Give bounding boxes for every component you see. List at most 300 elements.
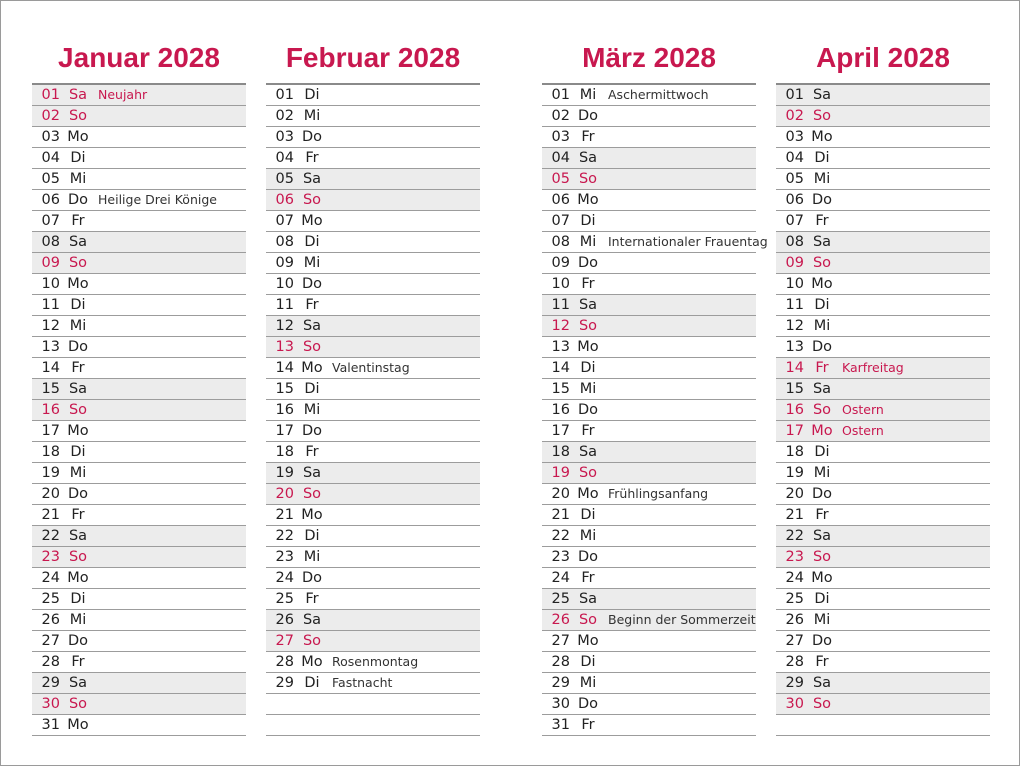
day-list xyxy=(776,85,990,736)
day-number: 17 xyxy=(41,423,60,439)
weekday-label: So xyxy=(302,339,322,355)
day-row xyxy=(542,274,756,295)
day-number: 11 xyxy=(41,297,60,313)
day-number: 19 xyxy=(275,465,294,481)
day-row xyxy=(32,652,246,673)
day-row xyxy=(542,85,756,106)
day-row xyxy=(542,694,756,715)
holiday-note: Frühlingsanfang xyxy=(608,486,709,501)
day-row xyxy=(776,358,990,379)
weekday-label: Fr xyxy=(71,213,85,229)
day-number: 04 xyxy=(275,150,294,166)
day-number: 24 xyxy=(41,570,60,586)
day-number: 20 xyxy=(41,486,60,502)
day-number: 10 xyxy=(275,276,294,292)
day-number: 18 xyxy=(41,444,60,460)
weekday-label: So xyxy=(68,108,88,124)
day-number: 09 xyxy=(785,255,804,271)
weekday-label: Sa xyxy=(68,234,88,250)
weekday-label: So xyxy=(302,486,322,502)
weekday-label: Sa xyxy=(578,591,598,607)
day-list xyxy=(266,85,480,736)
weekday-label: So xyxy=(68,255,88,271)
day-row xyxy=(32,379,246,400)
month-title: Januar 2028 xyxy=(32,39,246,85)
day-number: 18 xyxy=(551,444,570,460)
day-number: 07 xyxy=(275,213,294,229)
day-row xyxy=(32,337,246,358)
weekday-label: Fr xyxy=(815,213,829,229)
day-number: 18 xyxy=(275,444,294,460)
day-row xyxy=(32,295,246,316)
weekday-label: So xyxy=(812,549,832,565)
day-row xyxy=(266,610,480,631)
day-number: 27 xyxy=(551,633,570,649)
day-number: 10 xyxy=(785,276,804,292)
month-april xyxy=(776,39,990,736)
day-row xyxy=(776,421,990,442)
holiday-note: Rosenmontag xyxy=(332,654,419,669)
weekday-label: Sa xyxy=(812,87,832,103)
day-row xyxy=(266,106,480,127)
day-number: 06 xyxy=(41,192,60,208)
day-row xyxy=(266,190,480,211)
day-row xyxy=(266,232,480,253)
weekday-label: Mi xyxy=(813,612,831,628)
day-number: 12 xyxy=(551,318,570,334)
weekday-label: Do xyxy=(577,402,599,418)
weekday-label: Di xyxy=(304,528,320,544)
day-number: 15 xyxy=(275,381,294,397)
weekday-label: Fr xyxy=(581,717,595,733)
weekday-label: Do xyxy=(67,339,89,355)
day-row xyxy=(542,568,756,589)
weekday-label: Mi xyxy=(579,381,597,397)
day-row xyxy=(776,400,990,421)
weekday-label: Mo xyxy=(301,360,323,376)
day-number: 04 xyxy=(551,150,570,166)
day-row xyxy=(542,652,756,673)
day-row xyxy=(32,568,246,589)
weekday-label: Mo xyxy=(577,486,599,502)
day-number: 19 xyxy=(551,465,570,481)
weekday-label: Do xyxy=(577,696,599,712)
day-number: 14 xyxy=(275,360,294,376)
day-row xyxy=(266,505,480,526)
day-row xyxy=(776,652,990,673)
weekday-label: Mi xyxy=(69,465,87,481)
day-row xyxy=(32,442,246,463)
day-row xyxy=(776,169,990,190)
weekday-label: So xyxy=(68,549,88,565)
day-number: 27 xyxy=(785,633,804,649)
day-number: 19 xyxy=(41,465,60,481)
day-row xyxy=(266,673,480,694)
day-number: 28 xyxy=(41,654,60,670)
weekday-label: Di xyxy=(814,150,830,166)
day-number: 16 xyxy=(551,402,570,418)
day-number: 22 xyxy=(551,528,570,544)
weekday-label: So xyxy=(68,696,88,712)
day-number: 15 xyxy=(785,381,804,397)
day-number: 15 xyxy=(551,381,570,397)
weekday-label: Sa xyxy=(302,612,322,628)
day-row xyxy=(542,589,756,610)
month-title: März 2028 xyxy=(542,39,756,85)
day-number: 20 xyxy=(275,486,294,502)
weekday-label: Do xyxy=(301,129,323,145)
day-number: 07 xyxy=(41,213,60,229)
day-row xyxy=(266,547,480,568)
day-row xyxy=(266,442,480,463)
weekday-label: So xyxy=(812,108,832,124)
day-row xyxy=(776,85,990,106)
weekday-label: Di xyxy=(70,444,86,460)
weekday-label: Mo xyxy=(811,570,833,586)
day-number: 25 xyxy=(41,591,60,607)
weekday-label: Di xyxy=(304,234,320,250)
day-row xyxy=(32,127,246,148)
day-row xyxy=(266,484,480,505)
day-number: 01 xyxy=(275,87,294,103)
weekday-label: Sa xyxy=(68,675,88,691)
day-row xyxy=(32,232,246,253)
day-number: 27 xyxy=(41,633,60,649)
day-row xyxy=(542,253,756,274)
day-number: 08 xyxy=(41,234,60,250)
weekday-label: Do xyxy=(67,633,89,649)
day-number: 27 xyxy=(275,633,294,649)
empty-row xyxy=(266,715,480,736)
holiday-note: Internationaler Frauentag xyxy=(608,234,768,249)
day-number: 25 xyxy=(785,591,804,607)
day-row xyxy=(32,610,246,631)
day-number: 13 xyxy=(275,339,294,355)
weekday-label: Mo xyxy=(301,507,323,523)
day-number: 11 xyxy=(785,297,804,313)
weekday-label: Sa xyxy=(578,150,598,166)
day-row xyxy=(32,547,246,568)
weekday-label: Sa xyxy=(68,528,88,544)
day-row xyxy=(32,589,246,610)
day-row xyxy=(266,379,480,400)
day-row xyxy=(776,589,990,610)
weekday-label: Sa xyxy=(302,318,322,334)
day-row xyxy=(542,358,756,379)
weekday-label: Fr xyxy=(581,570,595,586)
weekday-label: Fr xyxy=(581,423,595,439)
day-row xyxy=(776,274,990,295)
weekday-label: Do xyxy=(811,633,833,649)
day-row xyxy=(542,190,756,211)
weekday-label: Mo xyxy=(577,633,599,649)
day-number: 24 xyxy=(275,570,294,586)
weekday-label: So xyxy=(812,696,832,712)
weekday-label: Do xyxy=(577,108,599,124)
day-number: 03 xyxy=(785,129,804,145)
holiday-note: Heilige Drei Könige xyxy=(98,192,217,207)
weekday-label: So xyxy=(302,192,322,208)
weekday-label: Di xyxy=(814,444,830,460)
day-number: 26 xyxy=(41,612,60,628)
day-number: 19 xyxy=(785,465,804,481)
empty-row xyxy=(266,694,480,715)
day-row xyxy=(32,316,246,337)
day-number: 05 xyxy=(551,171,570,187)
weekday-label: So xyxy=(578,612,598,628)
day-row xyxy=(776,610,990,631)
weekday-label: So xyxy=(812,255,832,271)
weekday-label: Fr xyxy=(305,150,319,166)
day-row xyxy=(776,232,990,253)
day-number: 21 xyxy=(785,507,804,523)
day-number: 12 xyxy=(275,318,294,334)
day-list xyxy=(542,85,768,736)
day-number: 16 xyxy=(275,402,294,418)
day-number: 23 xyxy=(785,549,804,565)
day-number: 18 xyxy=(785,444,804,460)
day-row xyxy=(776,379,990,400)
day-row xyxy=(32,631,246,652)
weekday-label: Di xyxy=(70,591,86,607)
weekday-label: Mi xyxy=(303,549,321,565)
month-title: April 2028 xyxy=(776,39,990,85)
day-number: 14 xyxy=(551,360,570,376)
weekday-label: Fr xyxy=(305,444,319,460)
day-number: 13 xyxy=(41,339,60,355)
weekday-label: Sa xyxy=(812,381,832,397)
day-number: 22 xyxy=(41,528,60,544)
day-number: 08 xyxy=(785,234,804,250)
day-number: 09 xyxy=(551,255,570,271)
weekday-label: Di xyxy=(814,297,830,313)
month-title: Februar 2028 xyxy=(266,39,480,85)
day-number: 13 xyxy=(551,339,570,355)
day-row xyxy=(266,631,480,652)
day-number: 08 xyxy=(275,234,294,250)
weekday-label: Fr xyxy=(815,360,829,376)
day-row xyxy=(542,526,756,547)
day-row xyxy=(266,127,480,148)
weekday-label: Mi xyxy=(69,318,87,334)
day-row xyxy=(776,106,990,127)
month-january xyxy=(32,39,246,736)
weekday-label: Fr xyxy=(815,654,829,670)
day-number: 16 xyxy=(785,402,804,418)
weekday-label: Fr xyxy=(581,129,595,145)
day-number: 29 xyxy=(275,675,294,691)
weekday-label: Di xyxy=(580,507,596,523)
holiday-note: Karfreitag xyxy=(842,360,904,375)
weekday-label: Di xyxy=(814,591,830,607)
weekday-label: Fr xyxy=(71,507,85,523)
weekday-label: Mi xyxy=(579,528,597,544)
day-row xyxy=(776,316,990,337)
day-row xyxy=(542,106,756,127)
day-row xyxy=(266,463,480,484)
weekday-label: Mo xyxy=(67,717,89,733)
weekday-label: Sa xyxy=(302,465,322,481)
day-number: 29 xyxy=(785,675,804,691)
day-row xyxy=(266,568,480,589)
day-row xyxy=(32,148,246,169)
weekday-label: Di xyxy=(304,381,320,397)
day-row xyxy=(776,547,990,568)
day-number: 02 xyxy=(275,108,294,124)
empty-row xyxy=(776,715,990,736)
day-row xyxy=(776,526,990,547)
day-row xyxy=(266,337,480,358)
day-number: 05 xyxy=(275,171,294,187)
weekday-label: Mo xyxy=(811,276,833,292)
day-row xyxy=(32,505,246,526)
weekday-label: Mo xyxy=(301,213,323,229)
day-number: 10 xyxy=(551,276,570,292)
weekday-label: Do xyxy=(577,549,599,565)
day-row xyxy=(776,568,990,589)
day-number: 29 xyxy=(551,675,570,691)
day-row xyxy=(266,652,480,673)
weekday-label: Fr xyxy=(71,360,85,376)
day-number: 12 xyxy=(785,318,804,334)
weekday-label: Do xyxy=(301,570,323,586)
weekday-label: Mo xyxy=(301,654,323,670)
day-number: 23 xyxy=(41,549,60,565)
day-row xyxy=(32,484,246,505)
weekday-label: Mo xyxy=(67,570,89,586)
day-number: 30 xyxy=(41,696,60,712)
day-number: 02 xyxy=(785,108,804,124)
day-row xyxy=(32,421,246,442)
weekday-label: Sa xyxy=(812,528,832,544)
day-row xyxy=(776,442,990,463)
day-row xyxy=(32,211,246,232)
weekday-label: Di xyxy=(580,654,596,670)
day-number: 02 xyxy=(41,108,60,124)
weekday-label: Mi xyxy=(69,171,87,187)
weekday-label: Sa xyxy=(578,297,598,313)
day-row xyxy=(266,169,480,190)
weekday-label: Do xyxy=(811,486,833,502)
day-number: 06 xyxy=(551,192,570,208)
day-row xyxy=(542,442,756,463)
weekday-label: Do xyxy=(577,255,599,271)
weekday-label: Mi xyxy=(579,234,597,250)
day-number: 07 xyxy=(551,213,570,229)
day-row xyxy=(32,253,246,274)
day-number: 24 xyxy=(785,570,804,586)
day-number: 22 xyxy=(275,528,294,544)
day-number: 25 xyxy=(275,591,294,607)
day-number: 04 xyxy=(41,150,60,166)
day-number: 09 xyxy=(41,255,60,271)
day-number: 01 xyxy=(785,87,804,103)
day-number: 28 xyxy=(551,654,570,670)
day-row xyxy=(776,631,990,652)
weekday-label: Di xyxy=(304,675,320,691)
day-row xyxy=(32,526,246,547)
day-number: 22 xyxy=(785,528,804,544)
weekday-label: Do xyxy=(301,423,323,439)
day-row xyxy=(542,148,756,169)
day-row xyxy=(266,316,480,337)
holiday-note: Ostern xyxy=(842,402,884,417)
day-row xyxy=(542,232,768,253)
weekday-label: Sa xyxy=(302,171,322,187)
weekday-label: Mi xyxy=(303,108,321,124)
weekday-label: So xyxy=(68,402,88,418)
day-row xyxy=(776,148,990,169)
day-number: 11 xyxy=(551,297,570,313)
day-number: 17 xyxy=(785,423,804,439)
day-number: 23 xyxy=(551,549,570,565)
day-row xyxy=(542,400,756,421)
day-row xyxy=(542,316,756,337)
day-number: 25 xyxy=(551,591,570,607)
day-row xyxy=(542,379,756,400)
day-number: 10 xyxy=(41,276,60,292)
weekday-label: Mo xyxy=(67,423,89,439)
weekday-label: Sa xyxy=(68,87,88,103)
weekday-label: Mi xyxy=(303,255,321,271)
weekday-label: Di xyxy=(70,150,86,166)
weekday-label: Fr xyxy=(71,654,85,670)
day-row xyxy=(266,148,480,169)
day-number: 21 xyxy=(275,507,294,523)
day-row xyxy=(542,484,756,505)
weekday-label: Do xyxy=(301,276,323,292)
weekday-label: Do xyxy=(811,192,833,208)
day-row xyxy=(32,463,246,484)
day-row xyxy=(542,610,756,631)
day-number: 26 xyxy=(785,612,804,628)
day-row xyxy=(32,400,246,421)
weekday-label: Mi xyxy=(579,675,597,691)
day-row xyxy=(542,673,756,694)
weekday-label: Mo xyxy=(67,129,89,145)
weekday-label: So xyxy=(578,171,598,187)
day-row xyxy=(32,358,246,379)
day-number: 06 xyxy=(785,192,804,208)
day-number: 02 xyxy=(551,108,570,124)
day-row xyxy=(542,463,756,484)
weekday-label: So xyxy=(578,318,598,334)
weekday-label: Mi xyxy=(303,402,321,418)
day-number: 03 xyxy=(551,129,570,145)
day-row xyxy=(32,673,246,694)
holiday-note: Neujahr xyxy=(98,87,148,102)
day-row xyxy=(776,463,990,484)
day-row xyxy=(32,274,246,295)
day-number: 03 xyxy=(275,129,294,145)
day-number: 03 xyxy=(41,129,60,145)
day-list xyxy=(32,85,246,736)
weekday-label: Fr xyxy=(815,507,829,523)
day-row xyxy=(542,715,756,736)
day-number: 20 xyxy=(551,486,570,502)
day-number: 17 xyxy=(551,423,570,439)
day-row xyxy=(776,484,990,505)
day-number: 28 xyxy=(275,654,294,670)
day-number: 16 xyxy=(41,402,60,418)
day-number: 08 xyxy=(551,234,570,250)
day-number: 29 xyxy=(41,675,60,691)
day-number: 23 xyxy=(275,549,294,565)
day-number: 05 xyxy=(785,171,804,187)
day-row xyxy=(266,274,480,295)
holiday-note: Beginn der Sommerzeit xyxy=(608,612,756,627)
weekday-label: Di xyxy=(70,297,86,313)
